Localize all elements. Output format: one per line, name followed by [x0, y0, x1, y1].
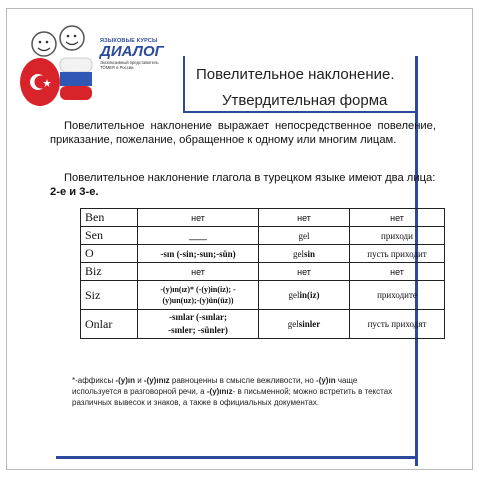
suffix-line: -sınlar (-sınlar; — [168, 312, 228, 322]
table-row — [81, 245, 445, 263]
footnote-suffix: -(y)ın — [316, 376, 336, 385]
example-stem: gel — [287, 319, 299, 329]
person-cell: Biz — [81, 263, 138, 281]
suffix-line: -(y)ın(ız)* (-(y)in(iz); - — [160, 285, 236, 294]
person-cell: Onlar — [81, 310, 138, 339]
example-cell: нет — [259, 263, 350, 281]
brand-sub-line2: TÖMER в России — [100, 65, 134, 70]
footnote-text: *-аффиксы — [72, 376, 116, 385]
example-suffix: in(iz) — [299, 290, 320, 300]
brand-sub-line1: Эксклюзивный представитель — [100, 60, 159, 65]
suffix-line: -sınler; -sünler) — [168, 325, 228, 335]
suffix-cell — [138, 281, 259, 310]
persons-text: Повелительное наклонение глагола в турецком языке имеют два лица: — [64, 172, 436, 184]
conjugation-table — [80, 208, 445, 339]
example-cell: нет — [259, 209, 350, 227]
brand-block — [100, 38, 180, 70]
example-stem: gel — [288, 290, 300, 300]
translation-cell: пусть приходит — [350, 245, 445, 263]
person-cell: Sen — [81, 227, 138, 245]
footnote-text: и — [134, 376, 144, 385]
translation-cell: нет — [350, 209, 445, 227]
table-row — [81, 227, 445, 245]
bottom-rule — [56, 456, 418, 459]
example-suffix: sin — [303, 248, 315, 259]
example-suffix: sinler — [298, 319, 321, 329]
footnote-suffix: -(y)ın — [115, 376, 135, 385]
footnote — [72, 375, 408, 408]
suffix-cell: нет — [138, 263, 259, 281]
persons-paragraph — [50, 171, 436, 199]
suffix-cell: -sın (-sin;-sun;-sün) — [138, 245, 259, 263]
example-cell — [259, 310, 350, 339]
persons-bold: 2-е и 3-е. — [50, 186, 99, 198]
table-row — [81, 209, 445, 227]
suffix-cell: нет — [138, 209, 259, 227]
footnote-suffix: -(y)ınız — [206, 387, 233, 396]
table-row — [81, 281, 445, 310]
person-cell: Ben — [81, 209, 138, 227]
brand-name: ДИАЛОГ — [100, 43, 164, 60]
suffix-cell — [138, 310, 259, 339]
translation-cell: приходи — [350, 227, 445, 245]
logo-icon — [14, 20, 100, 108]
page-title-line1: Повелительное наклонение. — [196, 66, 395, 83]
example-stem: gel — [292, 248, 304, 259]
brand-top-line: ЯЗЫКОВЫЕ КУРСЫ — [100, 38, 158, 44]
person-cell: O — [81, 245, 138, 263]
example-cell: gel — [259, 227, 350, 245]
footnote-text: - в письменной; можно встретить в текстах различных вывесок и знаков, а также в официальных документах. — [72, 387, 393, 407]
translation-cell: нет — [350, 263, 445, 281]
example-cell — [259, 281, 350, 310]
table-row — [81, 263, 445, 281]
table-row — [81, 310, 445, 339]
page-title-line2: Утвердительная форма — [222, 92, 388, 109]
example-cell — [259, 245, 350, 263]
footnote-text: равноценны в смысле вежливости, но — [169, 376, 317, 385]
footnote-text: чаще используется в разговорной речи, а — [72, 376, 358, 396]
intro-paragraph: Повелительное наклонение выражает непосредственное повеление, приказание, пожелание, обращенное к одному или многим лицам. — [50, 120, 436, 146]
suffix-cell: ____ — [138, 227, 259, 245]
person-cell: Siz — [81, 281, 138, 310]
translation-cell: пусть приходят — [350, 310, 445, 339]
footnote-suffix: -(y)ınız — [143, 376, 170, 385]
suffix-line: (y)un(uz);-(y)ün(üz)) — [162, 296, 234, 305]
translation-cell: приходите — [350, 281, 445, 310]
